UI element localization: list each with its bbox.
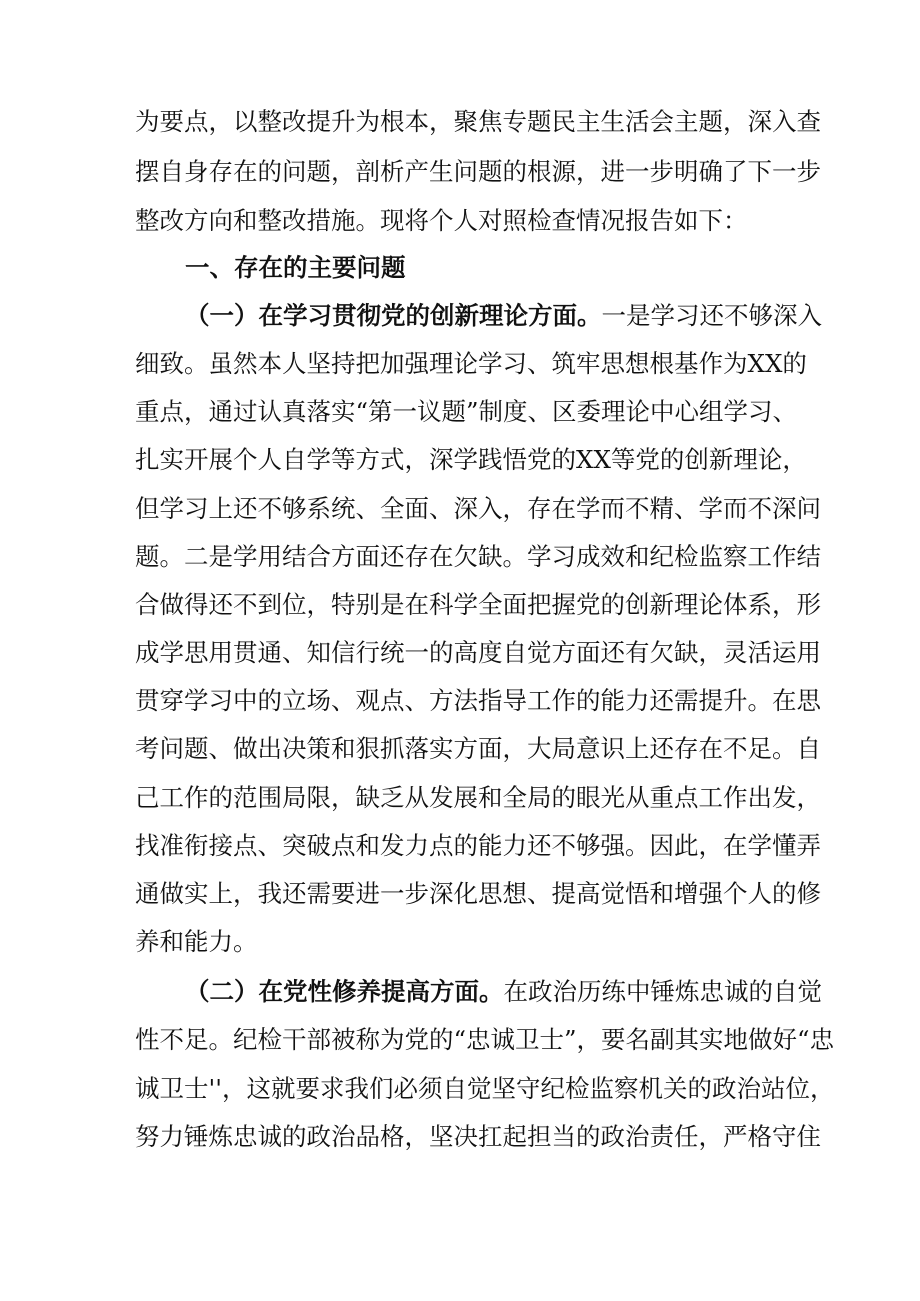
subsection-first-line [185, 972, 822, 1012]
subsection-title: （二）在党性修养提高方面。 [185, 977, 504, 1006]
paragraph-line: 合做得还不到位，特别是在科学全面把握党的创新理论体系，形 [135, 590, 821, 619]
paragraph-line: 通做实上，我还需要进一步深化思想、提高觉悟和增强个人的修 [135, 879, 821, 908]
subsection-text: 一是学习还不够深入 [601, 301, 822, 330]
paragraph-line: 性不足。纪检干部被称为党的“忠诚卫士”，要名副其实地做好“忠 [135, 1025, 835, 1054]
paragraph-line: 考问题、做出决策和狠抓落实方面，大局意识上还存在不足。自 [135, 734, 821, 763]
paragraph-line: 成学思用贯通、知信行统一的高度自觉方面还有欠缺，灵活运用 [135, 638, 821, 667]
paragraph-line: 找准衔接点、突破点和发力点的能力还不够强。因此，在学懂弄 [135, 831, 821, 860]
paragraph-line: 诚卫士''，这就要求我们必须自觉坚守纪检监察机关的政治站位， [135, 1074, 835, 1103]
subsection-first-line [185, 296, 822, 336]
paragraph-line: 扎实开展个人自学等方式，深学践悟党的XX等党的创新理论， [135, 445, 807, 474]
paragraph-line: 养和能力。 [135, 927, 258, 956]
paragraph-line: 题。二是学用结合方面还存在欠缺。学习成效和纪检监察工作结 [135, 542, 821, 571]
section-heading: 一、存在的主要问题 [185, 253, 406, 282]
paragraph-line: 努力锤炼忠诚的政治品格，坚决扛起担当的政治责任，严格守住 [135, 1122, 821, 1151]
paragraph-line: 细致。虽然本人坚持把加强理论学习、筑牢思想根基作为XX的 [135, 349, 807, 378]
paragraph-line: 贯穿学习中的立场、观点、方法指导工作的能力还需提升。在思 [135, 686, 821, 715]
paragraph-line: 为要点，以整改提升为根本，聚焦专题民主生活会主题，深入查 [135, 107, 821, 136]
subsection-text: 在政治历练中锤炼忠诚的自觉 [503, 977, 822, 1006]
subsection-title: （一）在学习贯彻党的创新理论方面。 [185, 301, 602, 330]
paragraph-line: 摆自身存在的问题，剖析产生问题的根源，进一步明确了下一步 [135, 157, 821, 186]
paragraph-line: 但学习上还不够系统、全面、深入，存在学而不精、学而不深问 [135, 494, 821, 523]
paragraph-line: 己工作的范围局限，缺乏从发展和全局的眼光从重点工作出发， [135, 783, 821, 812]
paragraph-line: 重点，通过认真落实“第一议题”制度、区委理论中心组学习、 [135, 397, 798, 426]
paragraph-line: 整改方向和整改措施。现将个人对照检查情况报告如下： [135, 206, 748, 235]
